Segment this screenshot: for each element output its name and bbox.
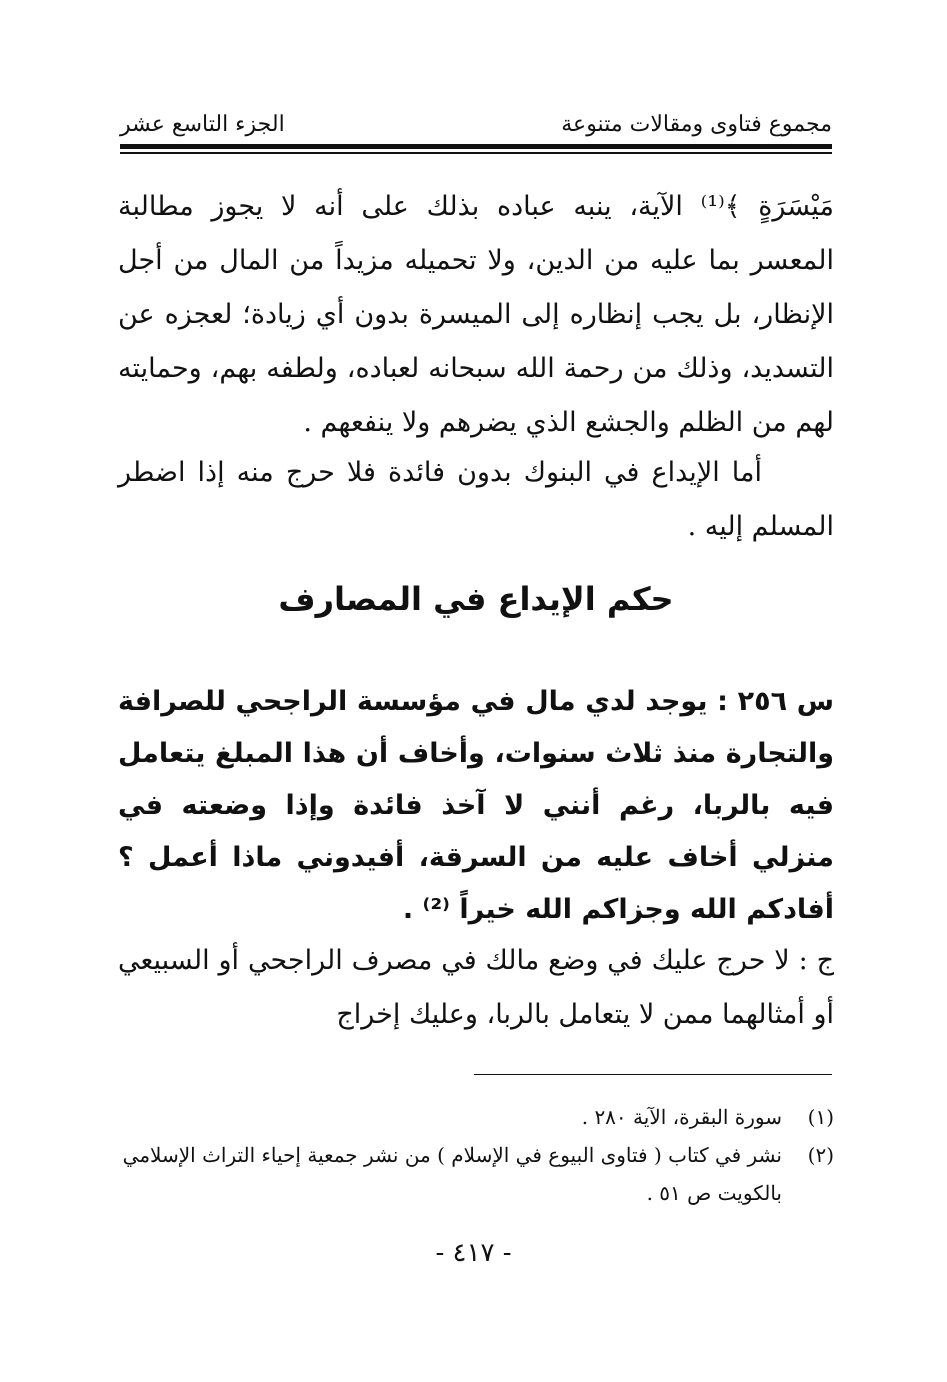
footnote-rule: [474, 1074, 832, 1075]
volume-label: الجزء التاسع عشر: [120, 111, 285, 137]
answer-text: ج : لا حرج عليك في وضع مالك في مصرف الراجحي أو السبيعي أو أمثالهما ممن لا يتعامل بالربا، وعليك إخراج: [118, 945, 834, 1030]
section-heading: حكم الإيداع في المصارف: [278, 580, 674, 618]
paragraph-2: أما الإيداع في البنوك بدون فائدة فلا حرج منه إذا اضطر المسلم إليه .: [118, 457, 834, 542]
footnote: [118, 1098, 834, 1136]
header-rule: [120, 144, 832, 149]
page-number: - ٤١٧ -: [435, 1238, 512, 1268]
running-header: [120, 104, 832, 144]
footnotes: [118, 1098, 834, 1212]
footnote: [118, 1136, 834, 1212]
footnote-number: (٢): [807, 1143, 834, 1167]
footnote-number: (١): [807, 1105, 834, 1129]
book-title: مجموع فتاوى ومقالات متنوعة: [561, 111, 832, 137]
footnote-text: نشر في كتاب ( فتاوى البيوع في الإسلام ) من نشر جمعية إحياء التراث الإسلامي بالكويت ص ٥١ .: [122, 1143, 782, 1205]
paragraph-1: مَيْسَرَةٍ ﴾⁽¹⁾ الآية، ينبه عباده بذلك على أنه لا يجوز مطالبة المعسر بما عليه من الدين، ولا تحميله مزيداً من المال من أجل الإنظار، بل يجب إنظاره إلى الميسرة بدون أي زيادة؛ لعجزه عن التسديد، وذلك من رحمة الله سبحانه لعباده، ولطفه بهم، وحمايته لهم من الظلم والجشع الذي يضرهم ولا ينفعهم .: [118, 191, 834, 438]
header-rule-thin: [120, 152, 832, 154]
question-text: س ٢٥٦ : يوجد لدي مال في مؤسسة الراجحي للصرافة والتجارة منذ ثلاث سنوات، وأخاف أن هذا المبلغ يتعامل فيه بالربا، رغم أنني لا آخذ فائدة وإذا وضعته في منزلي أخاف عليه من السرقة، أفيدوني ماذا أعمل ؟ أفادكم الله وجزاكم الله خيراً ⁽²⁾ .: [118, 686, 834, 925]
footnote-text: سورة البقرة، الآية ٢٨٠ .: [581, 1105, 782, 1129]
